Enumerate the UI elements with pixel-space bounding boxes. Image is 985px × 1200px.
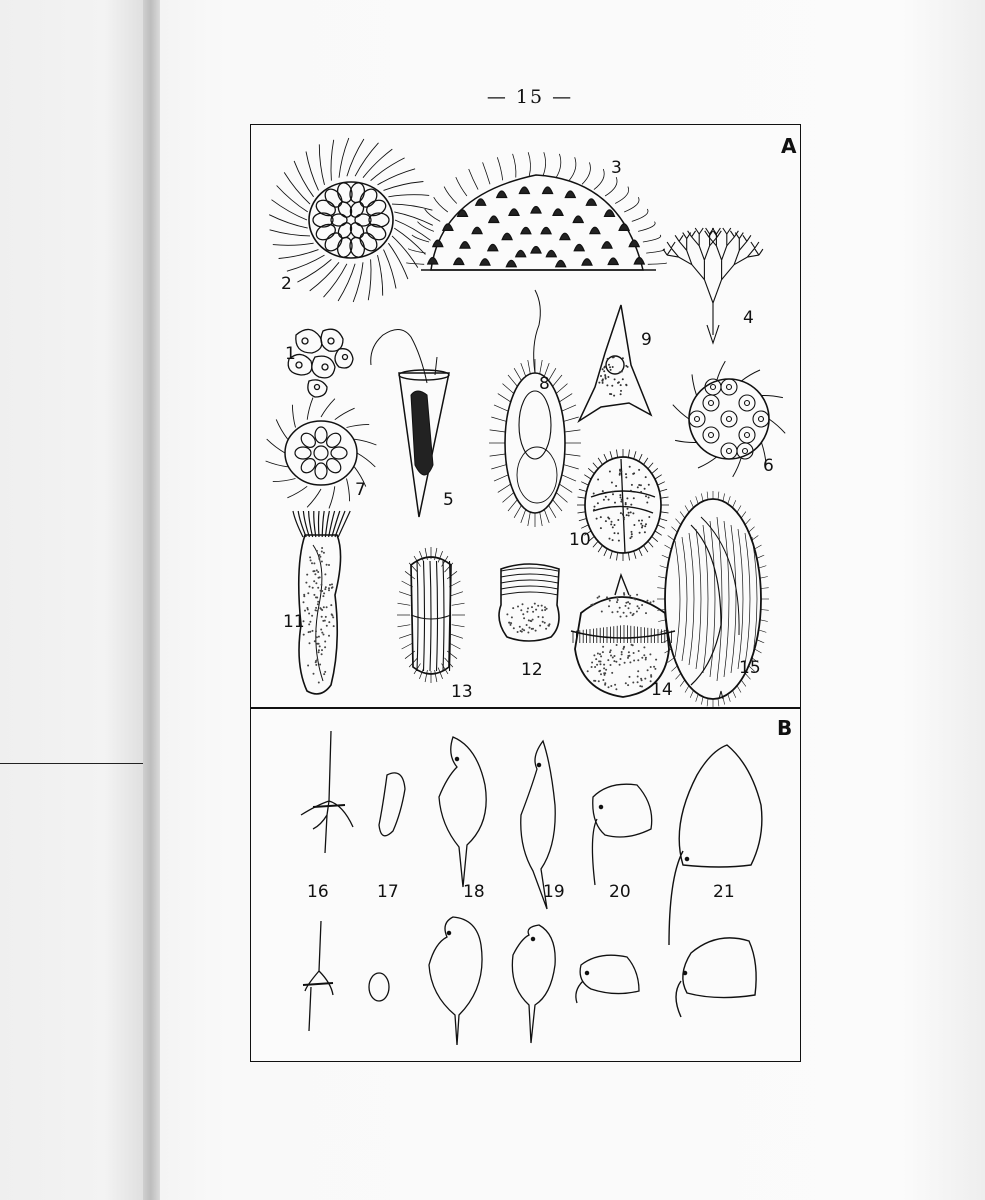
figure-number-17: 17 — [377, 882, 399, 902]
figure-8-ciliate-drawing — [489, 290, 581, 527]
figure-20-bosmina-top-drawing — [592, 784, 651, 885]
figure-11-elongate-ciliate-drawing — [293, 511, 350, 694]
figure-number-11: 11 — [283, 612, 305, 632]
figure-number-21: 21 — [713, 882, 735, 902]
figure-number-4: 4 — [743, 308, 754, 328]
figure-number-16: 16 — [307, 882, 329, 902]
panel-a-letter: A — [781, 134, 797, 158]
figure-number-20: 20 — [609, 882, 631, 902]
figure-number-5: 5 — [443, 490, 454, 510]
figure-number-3: 3 — [611, 158, 622, 178]
figure-number-8: 8 — [539, 374, 550, 394]
figure-20-bosmina-bottom-drawing — [576, 955, 639, 1003]
figure-16-ceratium-bottom-drawing — [303, 921, 333, 1031]
figure-number-2: 2 — [281, 274, 292, 294]
figure-19-daphnia-bottom-drawing — [512, 925, 555, 1043]
figure-plate — [250, 124, 801, 1062]
figure-12-lorica-drawing — [499, 564, 559, 641]
figure-number-12: 12 — [521, 660, 543, 680]
figure-number-7: 7 — [355, 480, 366, 500]
figure-21-bosmina-top-drawing — [669, 745, 762, 945]
figure-18-daphnia-top-drawing — [439, 737, 486, 887]
figure-13-barrel-ciliate-drawing — [397, 547, 465, 683]
left-page-fragment — [0, 0, 150, 1200]
figure-3-hemisphere-drawing — [406, 152, 666, 270]
figure-number-1: 1 — [285, 344, 296, 364]
figure-18-daphnia-bottom-drawing — [429, 917, 482, 1045]
figure-10-spiny-sphere-drawing — [577, 449, 669, 561]
figure-number-19: 19 — [543, 882, 565, 902]
figure-number-15: 15 — [739, 658, 761, 678]
caption-rule — [0, 763, 150, 764]
figure-number-6: 6 — [763, 456, 774, 476]
figure-number-14: 14 — [651, 680, 673, 700]
figure-5-vase-drawing — [371, 329, 449, 517]
figure-21-bosmina-bottom-drawing — [676, 938, 756, 1017]
figure-number-18: 18 — [463, 882, 485, 902]
figure-number-9: 9 — [641, 330, 652, 350]
figure-9-horned-cell-drawing — [579, 305, 651, 421]
figure-17-cell-top-drawing — [379, 773, 405, 836]
figure-2-colony-drawing — [269, 138, 433, 302]
plankton-illustrations — [251, 125, 802, 1063]
page-number: — 15 — — [486, 86, 574, 108]
figure-17-cell-bottom-drawing — [369, 973, 389, 1001]
figure-number-10: 10 — [569, 530, 591, 550]
figure-number-13: 13 — [451, 682, 473, 702]
figure-16-ceratium-top-drawing — [301, 731, 353, 853]
figure-14-round-ciliate-drawing — [571, 575, 675, 697]
panel-b-letter: B — [777, 716, 793, 740]
figure-1-cluster-drawing — [288, 329, 353, 397]
